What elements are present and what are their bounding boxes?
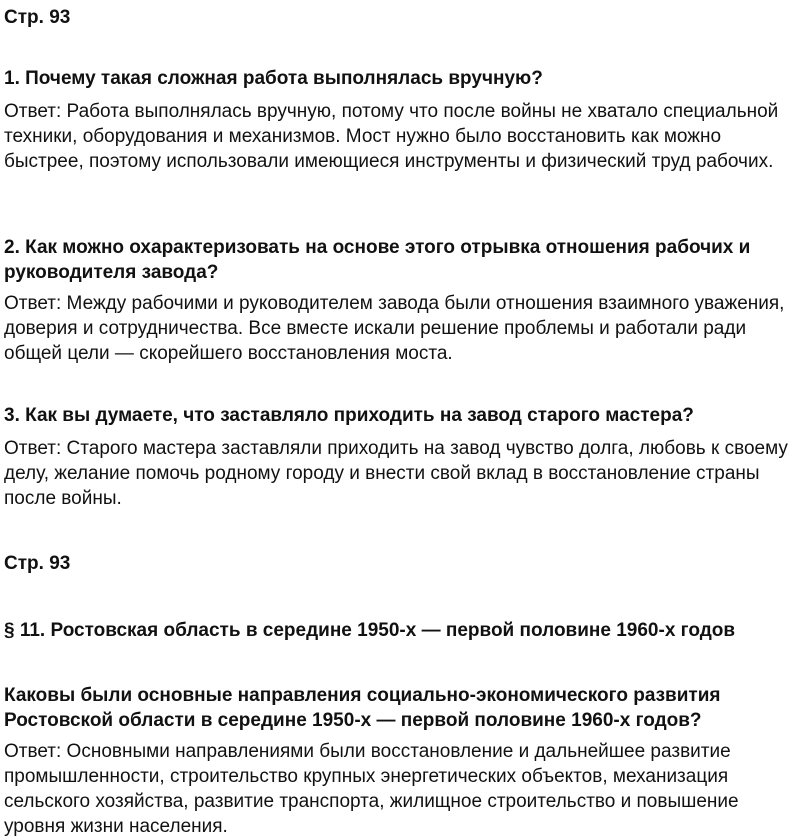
question-3: 3. Как вы думаете, что заставляло приходить на завод старого мастера? (4, 405, 694, 426)
answer-3: Ответ: Старого мастера заставляли приходить на завод чувство долга, любовь к своему делу, желание помочь родному городу и внести свой вклад в восстановление страны после войны. (4, 438, 788, 509)
page-label: Стр. 93 (4, 553, 71, 574)
question-4: Каковы были основные направления социально-экономического развития Ростовской области в середине 1950-х — первой половине 1960-х годов? (4, 685, 721, 731)
section-heading: § 11. Ростовская область в середине 1950-х — первой половине 1960-х годов (4, 620, 736, 641)
answer-1: Ответ: Работа выполнялась вручную, потому что после войны не хватало специальной техники, оборудования и механизмов. Мост нужно было восстановить как можно быстрее, поэтому использовали имеющиеся инструменты и физический труд рабочих. (4, 101, 779, 172)
page-label: Стр. 93 (4, 7, 71, 28)
question-2: 2. Как можно охарактеризовать на основе этого отрывка отношения рабочих и руководителя завода? (4, 237, 751, 283)
question-1: 1. Почему такая сложная работа выполнялась вручную? (4, 68, 543, 89)
answer-2: Ответ: Между рабочими и руководителем завода были отношения взаимного уважения, доверия и сотрудничества. Все вместе искали решение проблемы и работали ради общей цели — скорейшего восстановления моста. (4, 293, 785, 364)
answer-4: Ответ: Основными направлениями были восстановление и дальнейшее развитие промышленности, строительство крупных энергетических объектов, механизация сельского хозяйства, развитие транспорта, жилищное строительство и повышение уровня жизни населения. (4, 741, 739, 837)
